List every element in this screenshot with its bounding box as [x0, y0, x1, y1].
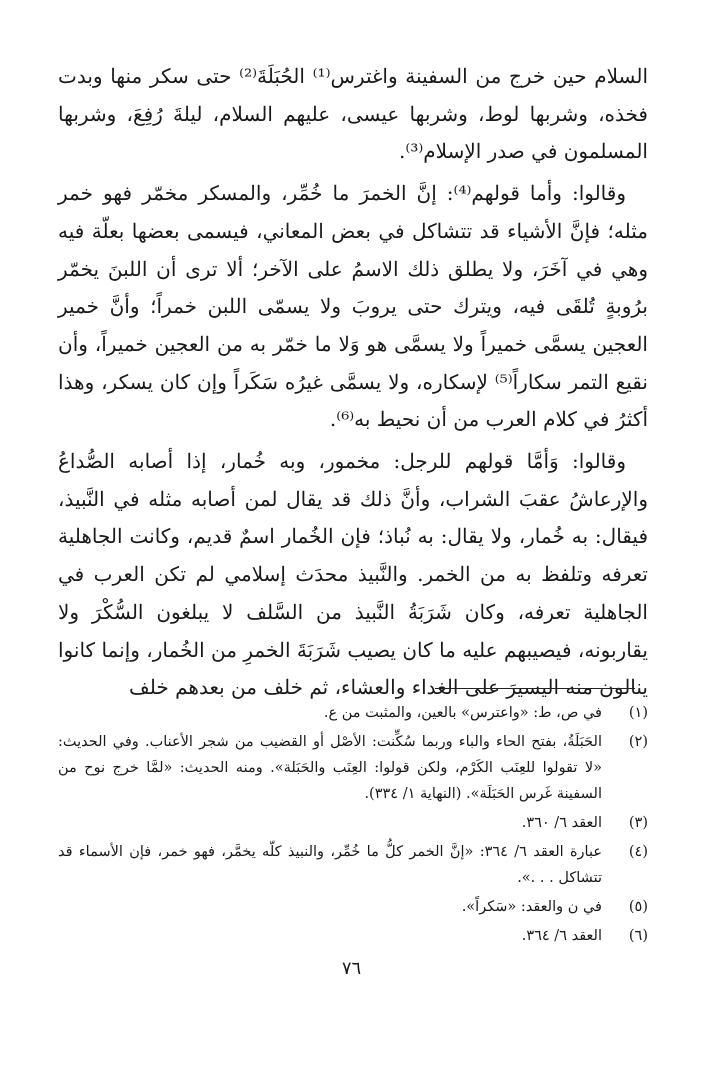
footnote-text: العقد ٦/ ٣٦٠. [521, 815, 602, 831]
footnote-divider [435, 688, 635, 689]
footnote-number: (٥) [628, 899, 648, 915]
footnote-6 [58, 923, 648, 949]
footnote-number: (١) [628, 705, 648, 721]
footnote-1 [58, 700, 648, 726]
footnote-4 [58, 839, 648, 891]
paragraph-1: السلام حين خرج من السفينة واغترس⁽¹⁾ الحُبَلَةَ⁽²⁾ حتى سكر منها وبدت فخذه، وشربها لوط، وشربها عيسى، عليهم السلام، ليلةَ رُفِعَ، وشربها المسلمون في صدر الإسلام⁽³⁾. [58, 64, 649, 164]
paragraph-2: وقالوا: وأما قولهم⁽⁴⁾: إنَّ الخمرَ ما خُمِّر، والمسكر مخمّر فهو خمر مثله؛ فإنَّ الأشياء قد تتشاكل في بعض المعاني، فيسمى بعضها بعلّة فيه وهي في آخَرَ، ولا يطلق ذلك الاسمُ على الآخر؛ ألا ترى أن اللبنَ يخمّر برُوبةٍ تُلقَى فيه، ويترك حتى يروبَ ولا يسمّى اللبن خمراً؛ وأنَّ خمير العجين يسمَّى خميراً ولا يسمَّى هو وَلا ما خمّر به من العجين خميراً، وأن نقيع التمر سكاراً⁽⁵⁾ لإسكاره، ولا يسمَّى غيرُه سَكَراً وإن كان يسكر، وهذا أكثرُ في كلام العرب من أن نحيط به⁽⁶⁾. [58, 181, 648, 432]
footnote-text: العقد ٦/ ٣٦٤. [521, 928, 602, 944]
footnote-number: (٤) [628, 844, 648, 860]
footnote-2 [58, 729, 648, 807]
page-number: ٧٦ [341, 958, 362, 979]
main-text [58, 58, 648, 707]
footnote-5 [58, 894, 648, 920]
paragraph-3: وقالوا: وَأمَّا قولهم للرجل: مخمور، وبه خُمار، إذا أصابه الصُّداعُ والإرعاشُ عقبَ الشراب، وأنَّ ذلك قد يقال لمن أصابه مثله في النَّبيذ، فيقال: به خُمار، ولا يقال: به نُباذ؛ فإن الخُمار اسمٌ قديم، وكانت الجاهلية تعرفه وتلفظ به من الخمر. والنَّبيذ محدَث إسلامي لم تكن العرب في الجاهلية تعرفه، وكان شَرَبَةُ النَّبيذ من السَّلف لا يبلغون السُّكْرَ ولا يقاربونه، فيصيبهم عليه ما كان يصيب شَرَبَةَ الخمرِ من الخُمار، وإنما كانوا ينالون منه اليسيرَ على الغداء والعشاء، ثم خلف من بعدهم خلف [58, 449, 648, 700]
footnote-text: في ص، ط: «واعترس» بالعين، والمثبت من ع. [323, 705, 602, 721]
footnotes [58, 700, 648, 952]
footnote-number: (٢) [628, 734, 648, 750]
footnote-number: (٣) [628, 815, 648, 831]
footnote-number: (٦) [628, 928, 648, 944]
footnote-text: الحَبَلَةُ، بفتح الحاء والباء وربما سُكِّنت: الأصْل أو القضيب من شجر الأعناب. وفي الحديث: «لا تقولوا للعِنَب الكَرْم، ولكن قولوا: العِنَب والحَبَلة». ومنه الحديث: «لمَّا خرج نوح من السفينة غَرس الحَبَلَة». (النهاية ١/ ٣٣٤). [58, 734, 602, 802]
footnote-3 [58, 810, 648, 836]
footnote-text: عبارة العقد ٦/ ٣٦٤: «إنَّ الخمر كلُّ ما خُمِّر، والنبيذ كلّه يخمَّر، فهو خمر، فإن الأسماء قد تتشاكل . . .». [58, 844, 602, 886]
footnote-text: في ن والعقد: «سَكراً». [461, 899, 602, 915]
